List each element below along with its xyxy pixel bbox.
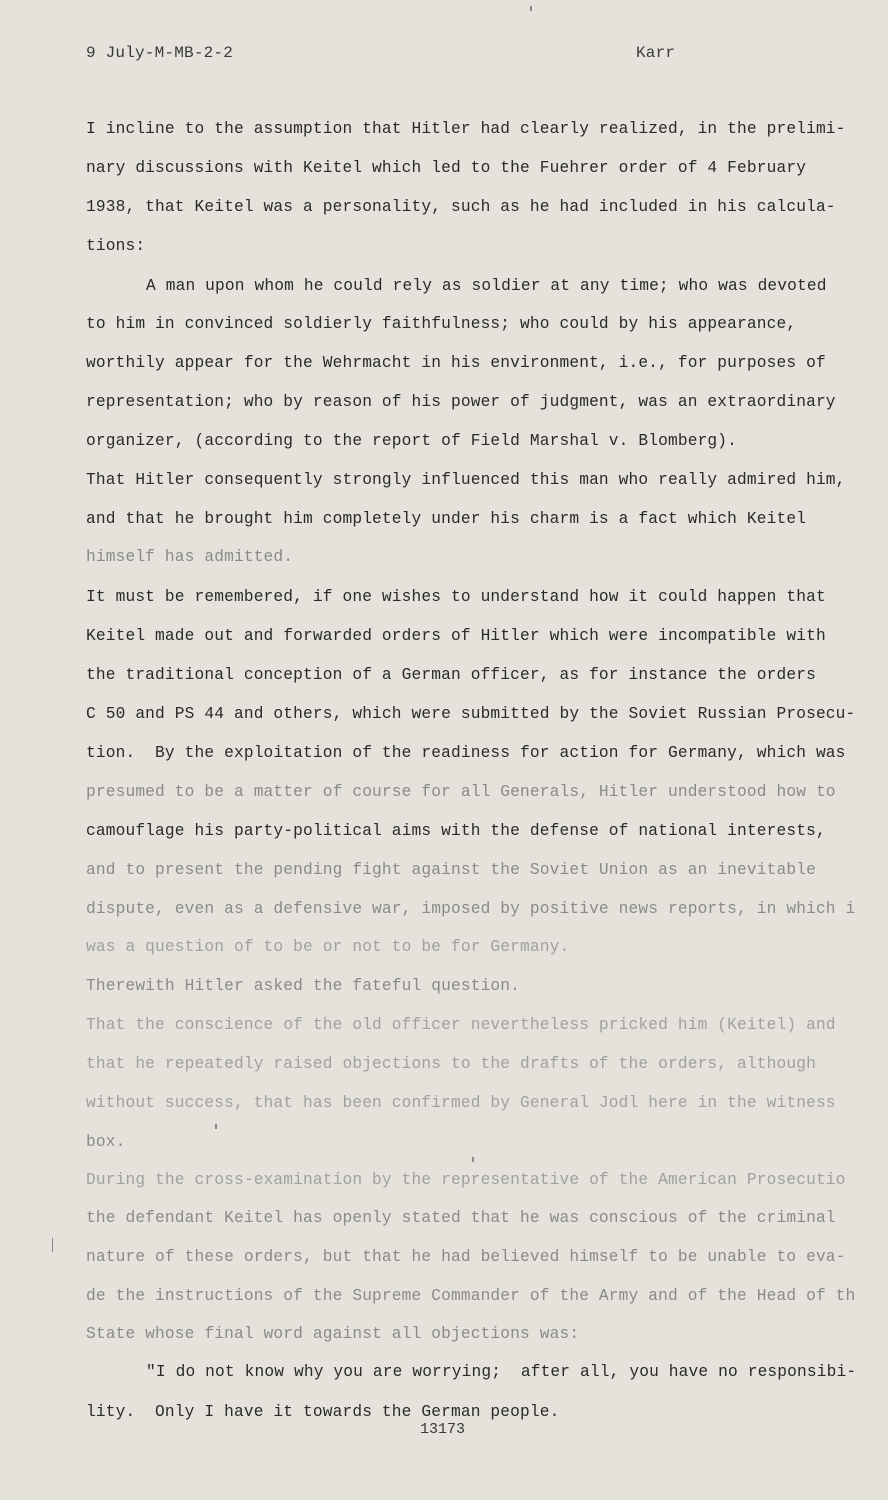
text-line: box. [86,1133,126,1151]
text-line: During the cross-examination by the representative of the American Prosecutio [86,1171,846,1189]
text-line: himself has admitted. [86,548,294,566]
header-reference: 9 July-M-MB-2-2 [86,44,234,62]
text-line: representation; who by reason of his power of judgment, was an extraordinary [86,393,836,411]
text-line: C 50 and PS 44 and others, which were submitted by the Soviet Russian Prosecu- [86,705,856,723]
text-line: That Hitler consequently strongly influenced this man who really admired him, [86,471,846,489]
text-line: nature of these orders, but that he had believed himself to be unable to eva- [86,1248,846,1266]
text-line: to him in convinced soldierly faithfulness; who could by his appearance, [86,315,797,333]
text-line: tions: [86,237,146,255]
text-line: That the conscience of the old officer nevertheless pricked him (Keitel) and [86,1016,836,1034]
paper-speck [215,1124,217,1129]
header-name: Karr [636,44,676,62]
text-line: organizer, (according to the report of Field Marshal v. Blomberg). [86,432,738,450]
text-line: "I do not know why you are worrying; after all, you have no responsibi- [146,1363,857,1381]
text-line: Therewith Hitler asked the fateful question. [86,977,521,995]
text-line: dispute, even as a defensive war, imposed by positive news reports, in which i [86,900,856,918]
text-line: without success, that has been confirmed by General Jodl here in the witness [86,1094,836,1112]
paper-speck [472,1157,474,1162]
text-line: State whose final word against all objections was: [86,1325,580,1343]
text-line: It must be remembered, if one wishes to understand how it could happen that [86,588,826,606]
text-line: A man upon whom he could rely as soldier at any time; who was devoted [146,277,827,295]
text-line: lity. Only I have it towards the German people. [86,1403,560,1421]
page-number: 13173 [420,1421,466,1438]
text-line: was a question of to be or not to be for Germany. [86,938,570,956]
text-line: camouflage his party-political aims with the defense of national interests, [86,822,826,840]
text-line: the traditional conception of a German officer, as for instance the orders [86,666,816,684]
text-line: 1938, that Keitel was a personality, such as he had included in his calcula- [86,198,836,216]
text-line: that he repeatedly raised objections to the drafts of the orders, although [86,1055,816,1073]
text-line: nary discussions with Keitel which led to the Fuehrer order of 4 February [86,159,807,177]
text-line: worthily appear for the Wehrmacht in his environment, i.e., for purposes of [86,354,826,372]
text-line: Keitel made out and forwarded orders of Hitler which were incompatible with [86,627,826,645]
text-line: de the instructions of the Supreme Commander of the Army and of the Head of th [86,1287,856,1305]
text-line: and to present the pending fight against the Soviet Union as an inevitable [86,861,816,879]
text-line: tion. By the exploitation of the readiness for action for Germany, which was [86,744,846,762]
paper-speck [530,6,532,11]
text-line: and that he brought him completely under his charm is a fact which Keitel [86,510,807,528]
text-line: presumed to be a matter of course for all Generals, Hitler understood how to [86,783,836,801]
text-line: I incline to the assumption that Hitler had clearly realized, in the prelimi- [86,120,846,138]
paper-speck [52,1238,53,1252]
text-line: the defendant Keitel has openly stated that he was conscious of the criminal [86,1209,836,1227]
